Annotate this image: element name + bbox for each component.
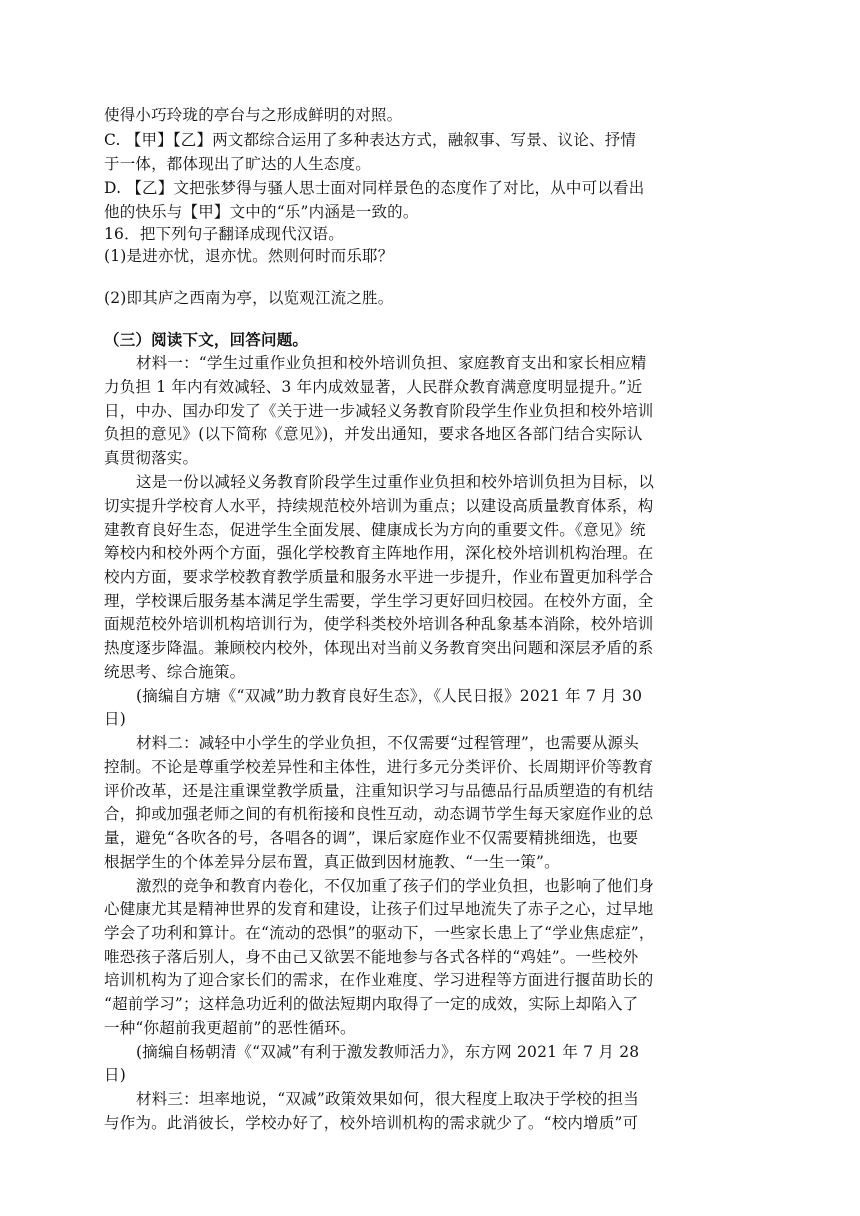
section-heading: （三）阅读下文，回答问题。 bbox=[104, 330, 309, 349]
paragraph-line: “超前学习”；这样急功近利的做法短期内取得了一定的成效，实际上却陷入了 bbox=[104, 995, 639, 1013]
paragraph-line: 热度逐步降温。兼顾校内校外，体现出对当前义务教育突出问题和深层矛盾的系 bbox=[104, 639, 654, 657]
paragraph-line: 一种“你超前我更超前”的恶性循环。 bbox=[104, 1019, 356, 1037]
paragraph-line: 校内方面，要求学校教育教学质量和服务水平进一步提升，作业布置更加科学合 bbox=[104, 568, 654, 586]
text-line: 于一体，都体现出了旷达的人生态度。 bbox=[104, 155, 371, 173]
option-d-line: D. 【乙】文把张梦得与骚人思士面对同样景色的态度作了对比，从中可以看出 bbox=[104, 179, 645, 197]
paragraph-line: 评价改革，还是注重课堂教学质量，注重知识学习与品德品行品质塑造的有机结 bbox=[104, 782, 654, 800]
paragraph-line: 统思考、综合施策。 bbox=[104, 663, 246, 681]
paragraph-line: 筹校内和校外两个方面，强化学校教育主阵地作用，深化校外培训机构治理。在 bbox=[104, 544, 654, 562]
paragraph-line: 材料三：坦率地说，“双减”政策效果如何，很大程度上取决于学校的担当 bbox=[136, 1090, 639, 1108]
paragraph-line: 合，抑或加强老师之间的有机衔接和良性互动，动态调节学生每天家庭作业的总 bbox=[104, 805, 654, 823]
paragraph-line: 这是一份以减轻义务教育阶段学生过重作业负担和校外培训负担为目标，以 bbox=[136, 473, 655, 491]
paragraph-line: 心健康尤其是精神世界的发育和建设，让孩子们过早地流失了赤子之心，过早地 bbox=[104, 900, 654, 918]
text-line: 他的快乐与【甲】文中的“乐”内涵是一致的。 bbox=[104, 203, 419, 221]
paragraph-line: 负担的意见》(以下简称《意见》)，并发出通知，要求各地区各部门结合实际认 bbox=[104, 425, 643, 443]
text-line: 使得小巧玲珑的亭台与之形成鲜明的对照。 bbox=[104, 106, 403, 124]
paragraph-line: 材料二：减轻中小学生的学业负担，不仅需要“过程管理”，也需要从源头 bbox=[136, 734, 639, 752]
paragraph-line: 根据学生的个体差异分层布置，真正做到因材施教、“一生一策”。 bbox=[104, 853, 560, 871]
paragraph-line: 控制。不论是尊重学校差异性和主体性，进行多元分类评价、长周期评价等教育 bbox=[104, 758, 654, 776]
paragraph-line: 培训机构为了迎合家长们的需求，在作业难度、学习进程等方面进行揠苗助长的 bbox=[104, 971, 654, 989]
option-c-line: C. 【甲】【乙】两文都综合运用了多种表达方式，融叙事、写景、议论、抒情 bbox=[104, 131, 637, 149]
paragraph-line: 唯恐孩子落后别人，身不由己又欲罢不能地参与各式各样的“鸡娃”。一些校外 bbox=[104, 948, 639, 966]
paragraph-line: 量，避免“各吹各的号，各唱各的调”，课后家庭作业不仅需要精挑细选，也要 bbox=[104, 829, 639, 847]
paragraph-line: 理，学校课后服务基本满足学生需要，学生学习更好回归校园。在校外方面，全 bbox=[104, 592, 654, 610]
paragraph-line: 激烈的竞争和教育内卷化，不仅加重了孩子们的学业负担，也影响了他们身 bbox=[136, 877, 655, 895]
paragraph-line: 与作为。此消彼长，学校办好了，校外培训机构的需求就少了。“校内增质”可 bbox=[104, 1114, 639, 1132]
paragraph-line: 切实提升学校育人水平，持续规范校外培训为重点；以建设高质量教育体系，构 bbox=[104, 497, 654, 515]
sentence-2: (2)即其庐之西南为亭，以览观江流之胜。 bbox=[104, 289, 394, 307]
paragraph-line: 材料一：“学生过重作业负担和校外培训负担、家庭教育支出和家长相应精 bbox=[136, 354, 647, 372]
sentence-1: (1)是进亦忧，退亦忧。然则何时而乐耶？ bbox=[104, 247, 394, 265]
paragraph-line: 学会了功利和算计。在“流动的恐惧”的驱动下，一些家长患上了“学业焦虑症”， bbox=[104, 924, 655, 942]
citation-line: (摘编自杨朝清《“双减”有利于激发教师活力》，东方网 2021 年 7 月 28 bbox=[136, 1043, 640, 1061]
paragraph-line: 日，中办、国办印发了《关于进一步减轻义务教育阶段学生作业负担和校外培训 bbox=[104, 402, 654, 420]
paragraph-line: 力负担 1 年内有效减轻、3 年内成效显著，人民群众教育满意度明显提升。”近 bbox=[104, 378, 643, 396]
citation-line: 日) bbox=[104, 710, 126, 728]
citation-line: (摘编自方塘《“双减”助力教育良好生态》，《人民日报》2021 年 7 月 30 bbox=[136, 687, 643, 705]
citation-line: 日) bbox=[104, 1066, 126, 1084]
question-16: 16．把下列句子翻译成现代汉语。 bbox=[104, 225, 344, 243]
paragraph-line: 面规范校外培训机构培训行为，使学科类校外培训各种乱象基本消除，校外培训 bbox=[104, 615, 654, 633]
paragraph-line: 建教育良好生态，促进学生全面发展、健康成长为方向的重要文件。《意见》统 bbox=[104, 521, 646, 539]
paragraph-line: 真贯彻落实。 bbox=[104, 449, 199, 467]
